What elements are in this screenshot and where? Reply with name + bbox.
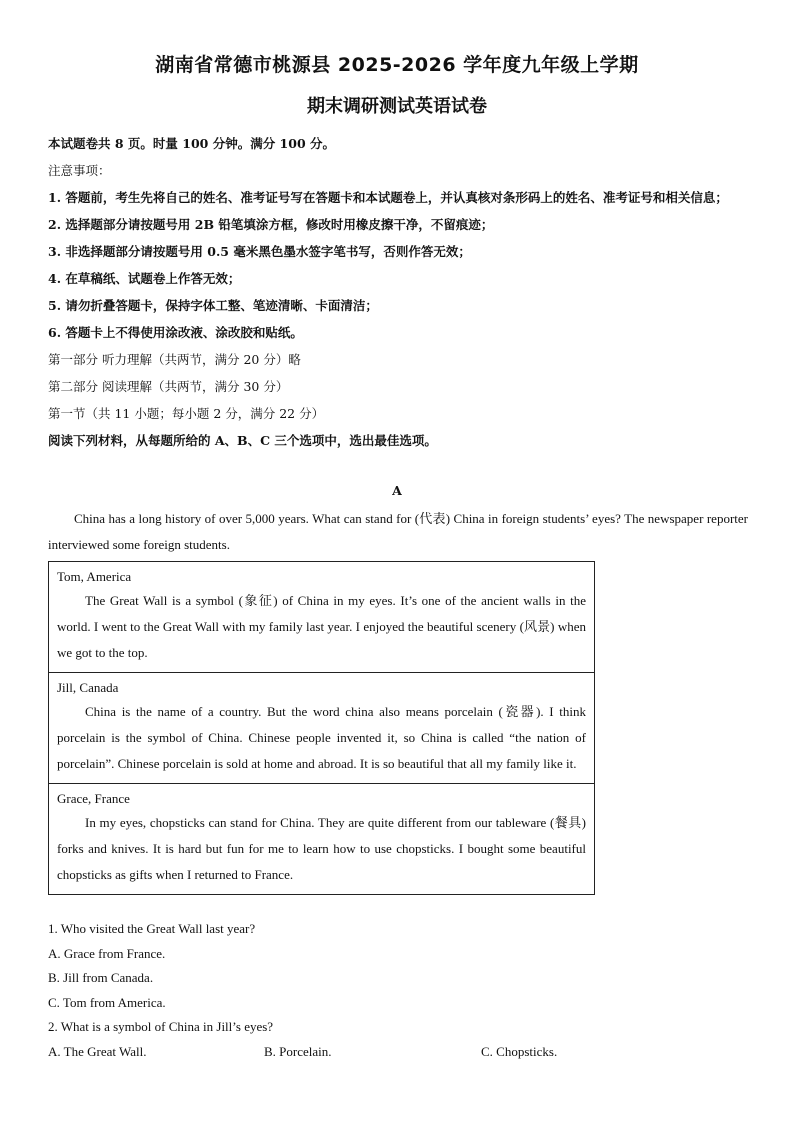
question-2-options: [48, 1040, 748, 1065]
interview-entry: [49, 784, 594, 894]
student-name: Grace, France: [57, 791, 130, 806]
student-answer: The Great Wall is a symbol (象征) of China in my eyes. It’s one of the ancient walls in the world. I went to the Great Wall with my family last year. I enjoyed the beautiful scenery (风景) when we got to the top.: [57, 593, 586, 660]
note-item-6: 6. 答题卡上不得使用涂改液、涂改胶和贴纸。: [48, 325, 303, 340]
student-name: Jill, Canada: [57, 680, 119, 695]
passage-label: A: [392, 483, 402, 498]
note-item-3: 3. 非选择题部分请按题号用 0.5 毫米黑色墨水签字笔书写，否则作答无效；: [48, 244, 471, 259]
question-1-option-c: C. Tom from America.: [48, 994, 166, 1010]
questions: [48, 917, 748, 1064]
interview-table: [48, 561, 595, 895]
interview-entry: [49, 562, 594, 673]
student-name: Tom, America: [57, 569, 132, 584]
student-answer: In my eyes, chopsticks can stand for China. They are quite different from our tableware (餐具) forks and knives. It is hard but fun for me to learn how to use chopsticks. I bought some beautiful chopsticks as gifts when I returned to France.: [57, 815, 586, 882]
passage-intro: China has a long history of over 5,000 years. What can stand for (代表) China in foreign students’ eyes? The newspaper reporter interviewed some foreign students.: [48, 511, 748, 552]
section1-heading: 第一节（共 11 小题；每小题 2 分，满分 22 分）: [48, 406, 325, 421]
question-1-stem: 1. Who visited the Great Wall last year?: [48, 921, 256, 936]
question-2-option-c: C. Chopsticks.: [481, 1043, 558, 1059]
exam-notes: [48, 130, 748, 454]
exam-title-line2: 期末调研测试英语试卷: [307, 96, 487, 117]
question-2-stem: 2. What is a symbol of China in Jill’s eyes?: [48, 1019, 274, 1034]
question-1-option-a: A. Grace from France.: [48, 945, 166, 961]
part1-heading: 第一部分 听力理解（共两节，满分 20 分）略: [48, 352, 301, 367]
question-2-option-b: B. Porcelain.: [264, 1043, 332, 1059]
question-2-option-a: A. The Great Wall.: [48, 1043, 147, 1059]
exam-title-line1: 湖南省常德市桃源县 2025-2026 学年度九年级上学期: [155, 54, 639, 76]
exam-info: 本试题卷共 8 页。时量 100 分钟。满分 100 分。: [48, 136, 335, 151]
student-answer: China is the name of a country. But the word china also means porcelain (瓷器). I think porcelain is the symbol of China. Chinese people invented it, so China is called “the nation of porcelain”. Chinese porcelain is sold at home and abroad. It is so beautiful that all my family like it.: [57, 704, 586, 771]
note-item-4: 4. 在草稿纸、试题卷上作答无效；: [48, 271, 241, 286]
note-item-1: 1. 答题前，考生先将自己的姓名、准考证号写在答题卡和本试题卷上，并认真核对条形码上的姓名、准考证号和相关信息；: [48, 190, 728, 205]
note-item-2: 2. 选择题部分请按题号用 2B 铅笔填涂方框，修改时用橡皮擦干净，不留痕迹；: [48, 217, 494, 232]
notes-heading: 注意事项：: [48, 163, 111, 178]
reading-instruction: 阅读下列材料，从每题所给的 A、B、C 三个选项中，选出最佳选项。: [48, 433, 437, 448]
interview-entry: [49, 673, 594, 784]
part2-heading: 第二部分 阅读理解（共两节，满分 30 分）: [48, 379, 289, 394]
note-item-5: 5. 请勿折叠答题卡，保持字体工整、笔迹清晰、卡面清洁；: [48, 298, 378, 313]
question-1-option-b: B. Jill from Canada.: [48, 970, 154, 985]
